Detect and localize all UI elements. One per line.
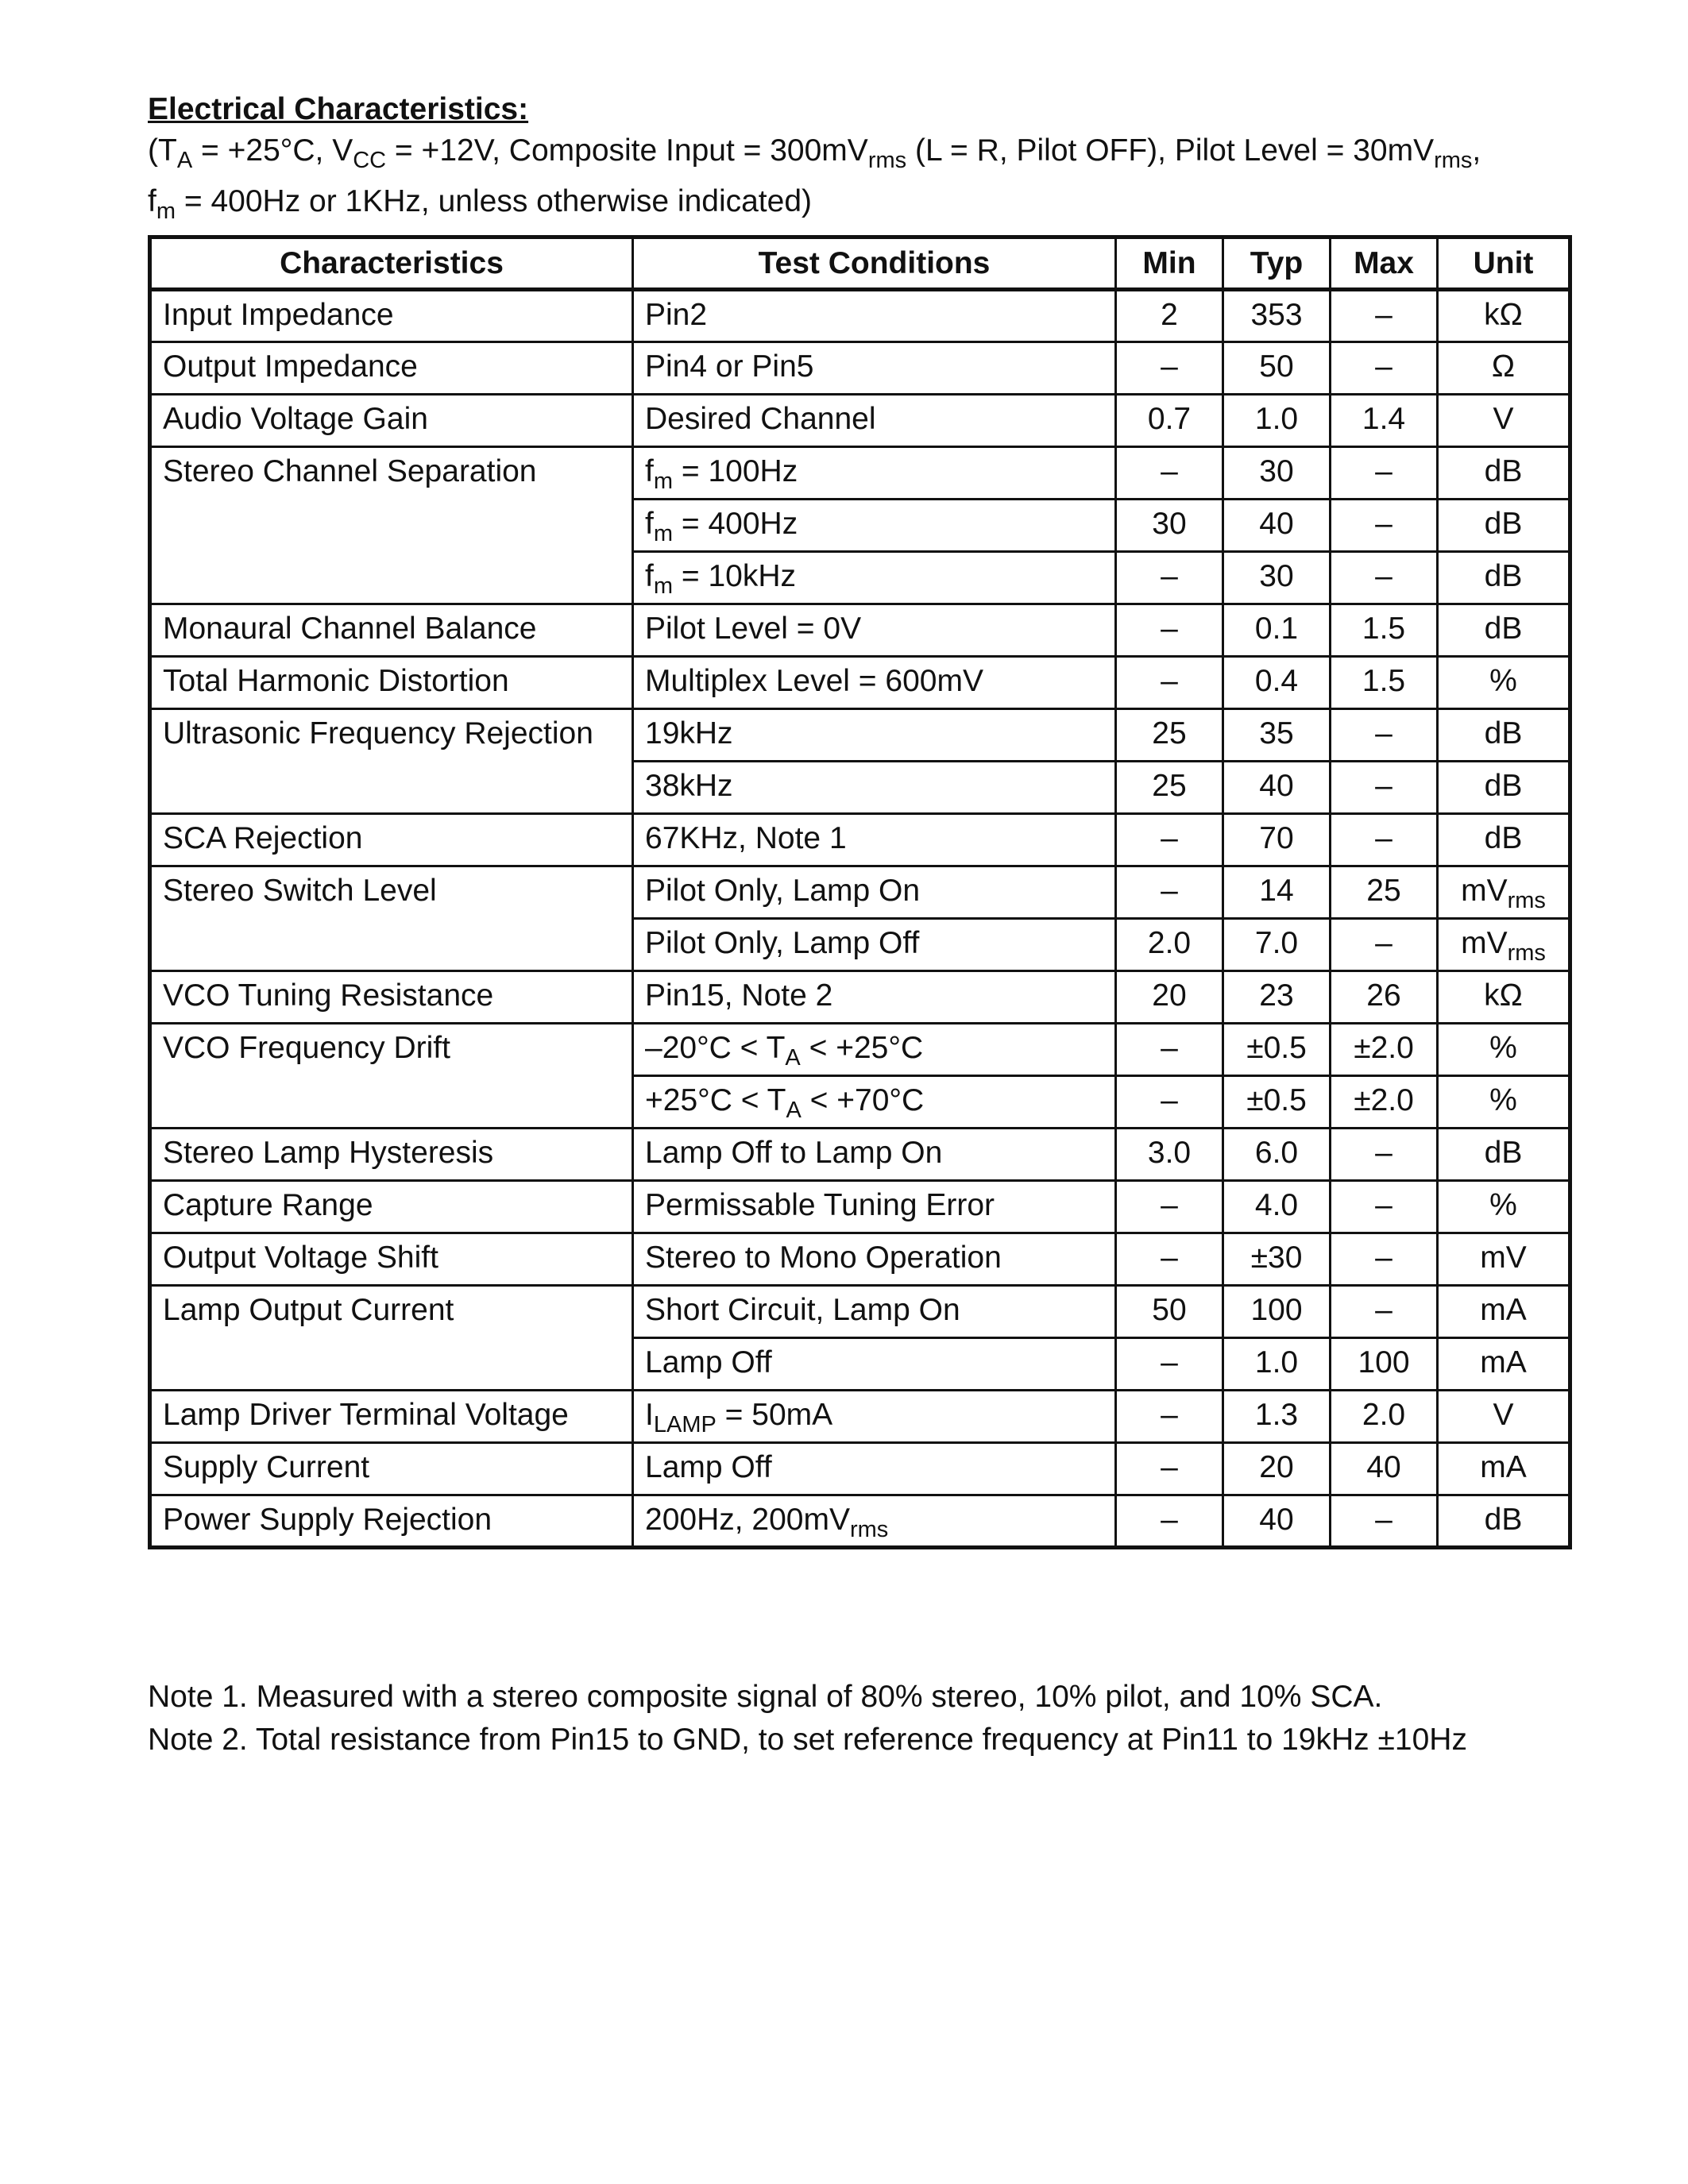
- min-cell: 50: [1116, 1286, 1223, 1338]
- table-row: [150, 1286, 1570, 1338]
- typ-cell: 40: [1223, 1495, 1331, 1548]
- test-condition-cell: $-20^\circ C < T_A < +25^\circ C$: [633, 1024, 1116, 1076]
- characteristic-cell: Ultrasonic Frequency Rejection: [150, 709, 633, 814]
- typ-cell: ±30: [1223, 1233, 1331, 1286]
- min-cell: 30: [1116, 500, 1223, 552]
- characteristic-cell: Stereo Channel Separation: [150, 447, 633, 604]
- max-cell: 1.5: [1331, 657, 1438, 709]
- typ-cell: 353: [1223, 290, 1331, 342]
- max-cell: –: [1331, 552, 1438, 604]
- max-cell: –: [1331, 709, 1438, 762]
- max-cell: –: [1331, 1233, 1438, 1286]
- max-cell: –: [1331, 1495, 1438, 1548]
- min-cell: –: [1116, 1495, 1223, 1548]
- unit-cell: $mV_{rms}$: [1438, 919, 1570, 971]
- subscript: A: [786, 1097, 802, 1123]
- test-condition-cell: $+25^\circ C < T_A < +70^\circ C$: [633, 1076, 1116, 1129]
- unit-cell: %: [1438, 1024, 1570, 1076]
- characteristic-cell: Output Impedance: [150, 342, 633, 395]
- max-cell: 100: [1331, 1338, 1438, 1391]
- typ-cell: 14: [1223, 866, 1331, 919]
- subscript: rms: [1507, 887, 1546, 913]
- subscript: A: [785, 1044, 801, 1071]
- unit-cell: mV: [1438, 1233, 1570, 1286]
- test-condition-cell: Pin15, Note 2: [633, 971, 1116, 1024]
- min-cell: 2.0: [1116, 919, 1223, 971]
- characteristic-cell: SCA Rejection: [150, 814, 633, 866]
- conditions-line-2: $f_m = 400Hz$ or 1KHz, unless otherwise indicated): [148, 183, 813, 224]
- header-typ: Typ: [1223, 237, 1331, 290]
- header-characteristics: Characteristics: [150, 237, 633, 290]
- unit-cell: dB: [1438, 447, 1570, 500]
- min-cell: –: [1116, 1233, 1223, 1286]
- typ-cell: ±0.5: [1223, 1076, 1331, 1129]
- typ-cell: 4.0: [1223, 1181, 1331, 1233]
- min-cell: –: [1116, 604, 1223, 657]
- test-condition-cell: 19kHz: [633, 709, 1116, 762]
- test-conditions-text: [148, 130, 1578, 232]
- max-cell: ±2.0: [1331, 1076, 1438, 1129]
- min-cell: –: [1116, 552, 1223, 604]
- table-body: [150, 290, 1570, 1548]
- characteristic-cell: Lamp Output Current: [150, 1286, 633, 1391]
- max-cell: –: [1331, 1181, 1438, 1233]
- typ-cell: 100: [1223, 1286, 1331, 1338]
- typ-cell: 0.4: [1223, 657, 1331, 709]
- test-condition-cell: $f_m = 400Hz$: [633, 500, 1116, 552]
- typ-cell: ±0.5: [1223, 1024, 1331, 1076]
- unit-cell: V: [1438, 395, 1570, 447]
- typ-cell: 30: [1223, 447, 1331, 500]
- min-cell: –: [1116, 1391, 1223, 1443]
- conditions-line-1: ($T_A = +25^\circ C$, $V_{CC} = +12V$, Composite Input = $300mV_{rms}$ (L = R, Pilot OFF), Pilot Level = $30mV_{rms}$,: [148, 133, 1481, 173]
- unit-cell: kΩ: [1438, 290, 1570, 342]
- test-condition-cell: Stereo to Mono Operation: [633, 1233, 1116, 1286]
- header-test-conditions: Test Conditions: [633, 237, 1116, 290]
- min-cell: –: [1116, 342, 1223, 395]
- table-header-row: [150, 237, 1570, 290]
- unit-cell: dB: [1438, 604, 1570, 657]
- max-cell: 1.5: [1331, 604, 1438, 657]
- table-row: [150, 709, 1570, 762]
- table-row: [150, 1443, 1570, 1495]
- electrical-characteristics-table: [148, 235, 1572, 1549]
- test-condition-cell: Permissable Tuning Error: [633, 1181, 1116, 1233]
- table-row: [150, 1233, 1570, 1286]
- max-cell: 25: [1331, 866, 1438, 919]
- subscript: m: [156, 198, 176, 224]
- typ-cell: 1.3: [1223, 1391, 1331, 1443]
- test-condition-cell: Pilot Only, Lamp Off: [633, 919, 1116, 971]
- min-cell: –: [1116, 1338, 1223, 1391]
- unit-cell: %: [1438, 657, 1570, 709]
- max-cell: –: [1331, 814, 1438, 866]
- subscript: m: [653, 573, 674, 599]
- table-row: [150, 342, 1570, 395]
- max-cell: 26: [1331, 971, 1438, 1024]
- characteristic-cell: VCO Tuning Resistance: [150, 971, 633, 1024]
- subscript: m: [653, 520, 674, 546]
- min-cell: –: [1116, 1024, 1223, 1076]
- typ-cell: 40: [1223, 762, 1331, 814]
- subscript: LAMP: [653, 1411, 717, 1437]
- test-condition-cell: $f_m = 100Hz$: [633, 447, 1116, 500]
- characteristic-cell: Capture Range: [150, 1181, 633, 1233]
- note-2: Note 2. Total resistance from Pin15 to GND, to set reference frequency at Pin11 to 19kHz ±10Hz: [148, 1723, 1467, 1757]
- unit-cell: dB: [1438, 814, 1570, 866]
- table-row: [150, 447, 1570, 500]
- characteristic-cell: Stereo Lamp Hysteresis: [150, 1129, 633, 1181]
- table-row: [150, 604, 1570, 657]
- subscript: rms: [1434, 147, 1473, 173]
- section-heading: Electrical Characteristics:: [148, 92, 529, 126]
- characteristic-cell: Output Voltage Shift: [150, 1233, 633, 1286]
- typ-cell: 6.0: [1223, 1129, 1331, 1181]
- subscript: m: [653, 468, 674, 494]
- test-condition-cell: Short Circuit, Lamp On: [633, 1286, 1116, 1338]
- subscript: rms: [1507, 940, 1546, 966]
- table-row: [150, 1181, 1570, 1233]
- header-unit: Unit: [1438, 237, 1570, 290]
- max-cell: 2.0: [1331, 1391, 1438, 1443]
- test-condition-cell: Lamp Off: [633, 1443, 1116, 1495]
- min-cell: –: [1116, 657, 1223, 709]
- table-row: [150, 1024, 1570, 1076]
- test-condition-cell: Multiplex Level = 600mV: [633, 657, 1116, 709]
- test-condition-cell: $f_m = 10kHz$: [633, 552, 1116, 604]
- max-cell: –: [1331, 447, 1438, 500]
- unit-cell: %: [1438, 1076, 1570, 1129]
- table-row: [150, 1129, 1570, 1181]
- table-row: [150, 290, 1570, 342]
- table-row: [150, 866, 1570, 919]
- unit-cell: V: [1438, 1391, 1570, 1443]
- max-cell: –: [1331, 1286, 1438, 1338]
- typ-cell: 70: [1223, 814, 1331, 866]
- test-condition-cell: Lamp Off: [633, 1338, 1116, 1391]
- unit-cell: %: [1438, 1181, 1570, 1233]
- test-condition-cell: Pilot Level = 0V: [633, 604, 1116, 657]
- typ-cell: 1.0: [1223, 1338, 1331, 1391]
- characteristic-cell: Audio Voltage Gain: [150, 395, 633, 447]
- characteristic-cell: Supply Current: [150, 1443, 633, 1495]
- table-row: [150, 395, 1570, 447]
- test-condition-cell: Lamp Off to Lamp On: [633, 1129, 1116, 1181]
- typ-cell: 23: [1223, 971, 1331, 1024]
- header-min: Min: [1116, 237, 1223, 290]
- subscript: A: [176, 147, 193, 173]
- min-cell: –: [1116, 814, 1223, 866]
- header-max: Max: [1331, 237, 1438, 290]
- max-cell: –: [1331, 500, 1438, 552]
- unit-cell: dB: [1438, 500, 1570, 552]
- min-cell: 0.7: [1116, 395, 1223, 447]
- unit-cell: $mV_{rms}$: [1438, 866, 1570, 919]
- min-cell: –: [1116, 1076, 1223, 1129]
- table-row: [150, 1495, 1570, 1548]
- typ-cell: 20: [1223, 1443, 1331, 1495]
- unit-cell: mA: [1438, 1286, 1570, 1338]
- min-cell: 2: [1116, 290, 1223, 342]
- characteristic-cell: VCO Frequency Drift: [150, 1024, 633, 1129]
- typ-cell: 30: [1223, 552, 1331, 604]
- unit-cell: Ω: [1438, 342, 1570, 395]
- test-condition-cell: 38kHz: [633, 762, 1116, 814]
- max-cell: –: [1331, 762, 1438, 814]
- min-cell: 3.0: [1116, 1129, 1223, 1181]
- test-condition-cell: Pin2: [633, 290, 1116, 342]
- test-condition-cell: $I_{LAMP} = 50mA$: [633, 1391, 1116, 1443]
- max-cell: 40: [1331, 1443, 1438, 1495]
- subscript: CC: [353, 147, 387, 173]
- characteristic-cell: Total Harmonic Distortion: [150, 657, 633, 709]
- max-cell: –: [1331, 919, 1438, 971]
- max-cell: –: [1331, 1129, 1438, 1181]
- unit-cell: mA: [1438, 1443, 1570, 1495]
- unit-cell: dB: [1438, 1129, 1570, 1181]
- unit-cell: dB: [1438, 1495, 1570, 1548]
- min-cell: –: [1116, 866, 1223, 919]
- table-row: [150, 971, 1570, 1024]
- min-cell: –: [1116, 1181, 1223, 1233]
- unit-cell: mA: [1438, 1338, 1570, 1391]
- max-cell: 1.4: [1331, 395, 1438, 447]
- max-cell: –: [1331, 290, 1438, 342]
- table-row: [150, 657, 1570, 709]
- unit-cell: dB: [1438, 762, 1570, 814]
- notes: [148, 1676, 1625, 1761]
- subscript: rms: [867, 147, 907, 173]
- unit-cell: dB: [1438, 552, 1570, 604]
- test-condition-cell: Pin4 or Pin5: [633, 342, 1116, 395]
- characteristic-cell: Power Supply Rejection: [150, 1495, 633, 1548]
- typ-cell: 7.0: [1223, 919, 1331, 971]
- min-cell: 20: [1116, 971, 1223, 1024]
- typ-cell: 35: [1223, 709, 1331, 762]
- table-row: [150, 1391, 1570, 1443]
- note-1: Note 1. Measured with a stereo composite signal of 80% stereo, 10% pilot, and 10% SCA.: [148, 1680, 1383, 1714]
- typ-cell: 0.1: [1223, 604, 1331, 657]
- characteristic-cell: Monaural Channel Balance: [150, 604, 633, 657]
- test-condition-cell: Desired Channel: [633, 395, 1116, 447]
- test-condition-cell: Pilot Only, Lamp On: [633, 866, 1116, 919]
- characteristic-cell: Lamp Driver Terminal Voltage: [150, 1391, 633, 1443]
- min-cell: 25: [1116, 762, 1223, 814]
- unit-cell: dB: [1438, 709, 1570, 762]
- min-cell: –: [1116, 447, 1223, 500]
- typ-cell: 1.0: [1223, 395, 1331, 447]
- max-cell: ±2.0: [1331, 1024, 1438, 1076]
- unit-cell: kΩ: [1438, 971, 1570, 1024]
- max-cell: –: [1331, 342, 1438, 395]
- typ-cell: 50: [1223, 342, 1331, 395]
- characteristic-cell: Input Impedance: [150, 290, 633, 342]
- min-cell: –: [1116, 1443, 1223, 1495]
- characteristic-cell: Stereo Switch Level: [150, 866, 633, 971]
- min-cell: 25: [1116, 709, 1223, 762]
- subscript: rms: [849, 1516, 889, 1542]
- test-condition-cell: 67KHz, Note 1: [633, 814, 1116, 866]
- table-row: [150, 814, 1570, 866]
- typ-cell: 40: [1223, 500, 1331, 552]
- test-condition-cell: 200Hz, $200mV_{rms}$: [633, 1495, 1116, 1548]
